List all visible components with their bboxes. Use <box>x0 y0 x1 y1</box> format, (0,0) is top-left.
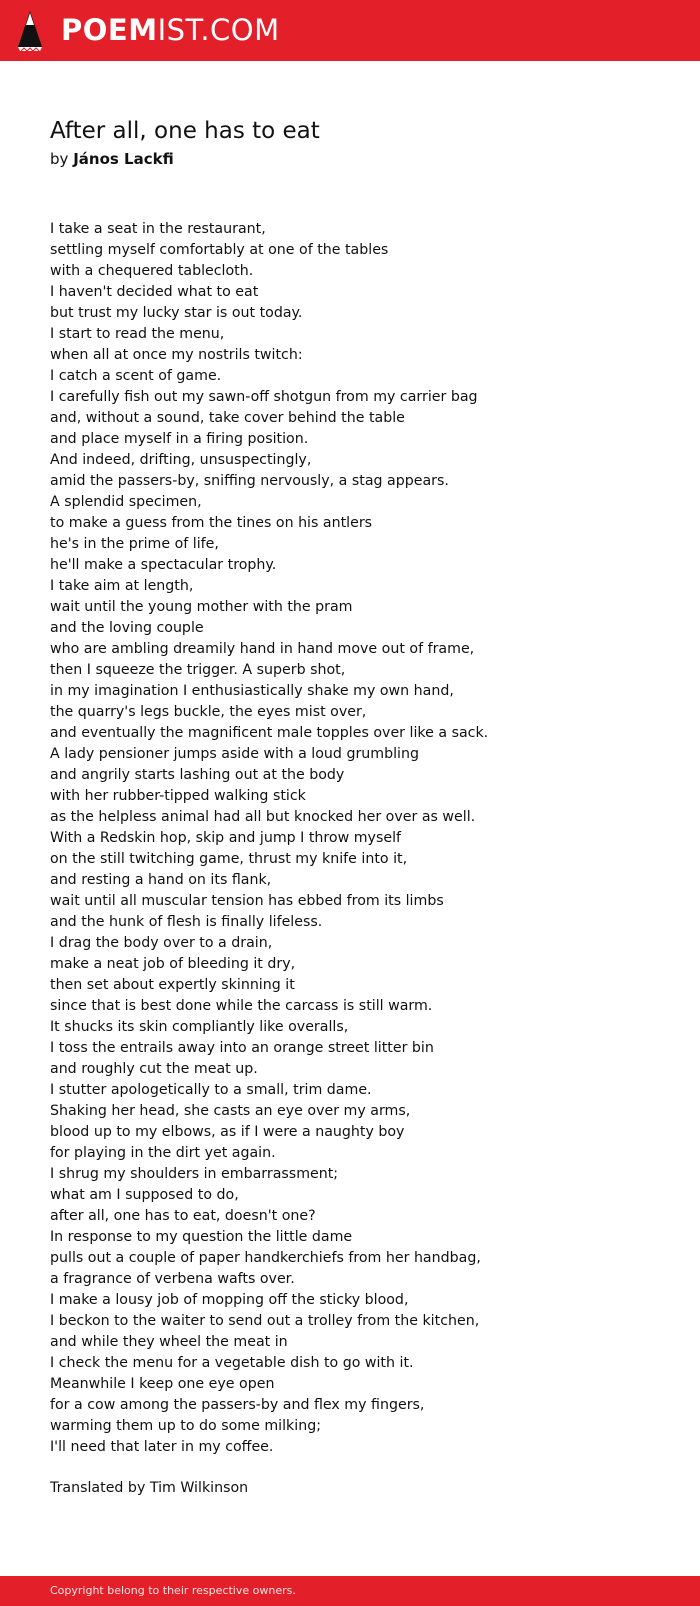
poem-line: wait until all muscular tension has ebbed from its limbs <box>50 893 444 909</box>
poem-line: make a neat job of bleeding it dry, <box>50 956 296 972</box>
poem-line: I carefully fish out my sawn-off shotgun from my carrier bag <box>50 389 478 405</box>
poem-line: I toss the entrails away into an orange street litter bin <box>50 1040 434 1056</box>
poem-line: It shucks its skin compliantly like overalls, <box>50 1019 349 1035</box>
logo-light-text: IST.COM <box>157 13 280 47</box>
poem-line: pulls out a couple of paper handkerchiefs from her handbag, <box>50 1250 481 1266</box>
poem-line: then I squeeze the trigger. A superb shot, <box>50 662 346 678</box>
poem-line: wait until the young mother with the pram <box>50 599 353 615</box>
poem-line: I take a seat in the restaurant, <box>50 221 266 237</box>
poem-line: I shrug my shoulders in embarrassment; <box>50 1166 339 1182</box>
poem-line: In response to my question the little dame <box>50 1229 353 1245</box>
poem-line: blood up to my elbows, as if I were a naughty boy <box>50 1124 405 1140</box>
poem-line: as the helpless animal had all but knocked her over as well. <box>50 809 476 825</box>
poem-line: and, without a sound, take cover behind the table <box>50 410 405 426</box>
byline <box>50 149 174 169</box>
poem-line: and resting a hand on its flank, <box>50 872 272 888</box>
poem-line: and eventually the magnificent male topples over like a sack. <box>50 725 489 741</box>
site-logo[interactable] <box>61 12 280 48</box>
poem-line: I stutter apologetically to a small, trim dame. <box>50 1082 372 1098</box>
poem-line: Meanwhile I keep one eye open <box>50 1376 275 1392</box>
pencil-tip-icon[interactable] <box>16 10 44 52</box>
poem-line: A splendid specimen, <box>50 494 202 510</box>
site-header <box>0 0 700 61</box>
poem-line: what am I supposed to do, <box>50 1187 239 1203</box>
poem-line: the quarry's legs buckle, the eyes mist over, <box>50 704 367 720</box>
poem-line: I drag the body over to a drain, <box>50 935 273 951</box>
poem-title: After all, one has to eat <box>50 118 320 144</box>
author-name: János Lackfi <box>73 150 174 168</box>
poem-line: I'll need that later in my coffee. <box>50 1439 274 1455</box>
poem-line: I start to read the menu, <box>50 326 225 342</box>
site-footer <box>0 1576 700 1606</box>
poem-line: With a Redskin hop, skip and jump I throw myself <box>50 830 402 846</box>
poem-line: with her rubber-tipped walking stick <box>50 788 306 804</box>
logo-bold-text: POEM <box>61 13 158 47</box>
poem-line: Shaking her head, she casts an eye over my arms, <box>50 1103 411 1119</box>
translator-credit: Translated by Tim Wilkinson <box>50 1480 249 1496</box>
copyright-notice: Copyright belong to their respective owners. <box>50 1584 296 1597</box>
poem-line: and while they wheel the meat in <box>50 1334 288 1350</box>
poem-line: after all, one has to eat, doesn't one? <box>50 1208 316 1224</box>
poem-line: amid the passers-by, sniffing nervously, a stag appears. <box>50 473 449 489</box>
poem-line: And indeed, drifting, unsuspectingly, <box>50 452 312 468</box>
poem-line: for a cow among the passers-by and flex my fingers, <box>50 1397 425 1413</box>
poem-line: he's in the prime of life, <box>50 536 219 552</box>
poem-line: but trust my lucky star is out today. <box>50 305 303 321</box>
poem-line: a fragrance of verbena wafts over. <box>50 1271 295 1287</box>
poem-line: in my imagination I enthusiastically shake my own hand, <box>50 683 454 699</box>
poem-line: A lady pensioner jumps aside with a loud grumbling <box>50 746 419 762</box>
poem-line: on the still twitching game, thrust my knife into it, <box>50 851 408 867</box>
poem-line: with a chequered tablecloth. <box>50 263 254 279</box>
poem-line: and roughly cut the meat up. <box>50 1061 258 1077</box>
poem-line: I check the menu for a vegetable dish to go with it. <box>50 1355 414 1371</box>
byline-prefix: by <box>50 150 69 168</box>
poem-line: then set about expertly skinning it <box>50 977 295 993</box>
poem-line: since that is best done while the carcass is still warm. <box>50 998 433 1014</box>
poem-body <box>50 219 670 1458</box>
poem-line: when all at once my nostrils twitch: <box>50 347 303 363</box>
poem-line: warming them up to do some milking; <box>50 1418 321 1434</box>
poem-line: to make a guess from the tines on his antlers <box>50 515 373 531</box>
poem-line: and angrily starts lashing out at the body <box>50 767 345 783</box>
poem-line: and the loving couple <box>50 620 204 636</box>
poem-line: settling myself comfortably at one of the tables <box>50 242 389 258</box>
poem-line: who are ambling dreamily hand in hand move out of frame, <box>50 641 475 657</box>
poem-line: I make a lousy job of mopping off the sticky blood, <box>50 1292 409 1308</box>
poem-line: for playing in the dirt yet again. <box>50 1145 276 1161</box>
poem-line: I haven't decided what to eat <box>50 284 259 300</box>
poem-line: I take aim at length, <box>50 578 194 594</box>
poem-line: he'll make a spectacular trophy. <box>50 557 277 573</box>
poem-line: I beckon to the waiter to send out a trolley from the kitchen, <box>50 1313 480 1329</box>
poem-line: and the hunk of flesh is finally lifeless. <box>50 914 323 930</box>
poem-line: and place myself in a firing position. <box>50 431 309 447</box>
poem-line: I catch a scent of game. <box>50 368 222 384</box>
